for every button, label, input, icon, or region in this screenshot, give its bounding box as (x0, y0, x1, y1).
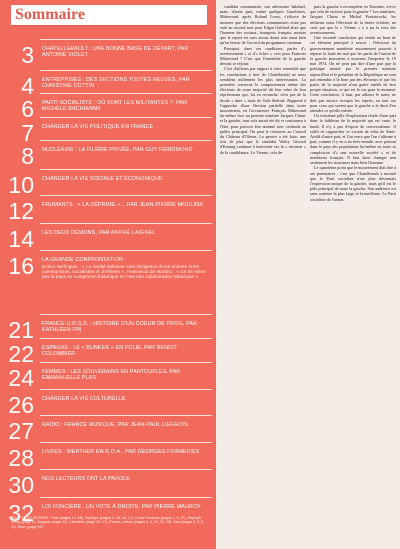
entry-title: LOI FONCIÈRE : UN VOTE À DROITE, PAR PIERRE MAUROY (42, 504, 201, 510)
page-number: 27 (8, 418, 34, 444)
divider (40, 314, 212, 315)
article-column-2 (310, 4, 396, 544)
divider (40, 338, 212, 339)
entry-title: FRUMANTS : « LA DÉPRIME »... PAR JEAN-PIERRE MOULINS (42, 202, 203, 208)
entry-title: NUCLÉAIRE : LA FILIÈRE PRIVÉE, PAR GUY FERRIMOND (42, 147, 193, 153)
entry-title: ESPAGNE : LE « BUNKER » EN FOLIE, PAR BENOIT COLOMBIER (42, 345, 178, 357)
article-column-1 (220, 4, 306, 544)
divider (40, 442, 212, 443)
entry-title: NOS LECTEURS ONT LA PAROLE (42, 476, 131, 482)
article-paragraph: Une seconde conclusion qui réside au bout de cet élément principal à savoir : l'électorat du gouvernement manifeste aucunement pouvoir à réparer la faute du mal que les partis de l'union de la gauche pouvaient à nouveau l'emporter le 19 mai 1974. On ne peut pas dire d'une part que la politique menée par le premier ministre aujourd'hui et le président de la République ne sont pas entendus à la base par des électeurs et que les partis de la majorité n'ont guère intérêt de leur propre situation, ce qui est le cas pour le moment. Cette conclusion, il faut, par ailleurs le noter, ne doit pas encore occuper les esprits, en tout cas pour ceux qui savent que la gauche a le droit d'en attendre ce qu'elle mérite. (310, 35, 396, 114)
entry-title: LIVRES : WERTHER EN R.D.A., PAR GEORGES FRAMERIES (42, 449, 200, 455)
article-paragraph: C'est d'ailleurs par rapport à cette ensemble que les conclusions à tirer de Chatellerault ne nous semblent nullement les plus intéressantes. La première concerne le comportement même des électeurs de notre majorité dit leur refus de leur représentant qui, lui en revanche, n'est pas de la droite « dure » mais de l'aile libérale. Rapporté à l'approche d'une élection partielle dans notre mouvement, en l'occurrence François Mitterrand lui-même face au premier ministre Jacques Chirac et la gauche, tout cela aurait été dit et continuera à l'être, pour pouvoir être nommé avec certitude au public principal. On peut le retrouver au Conseil du Château d'Oléron. La preuve a été faite, une fois de plus que le candidat Valéry Giscard d'Estaing continue à intervenir via la « doctrine » de la candidature. Le Vienne, cela de- (220, 66, 306, 155)
entry-title: CHANGER LA VIE CULTURELLE (42, 396, 126, 402)
page-title: Sommaire (15, 6, 85, 23)
article-paragraph: Le quatrième point que le mouvement doit dire à ses partenaires ; c'est que Chatellerault a montré que le Parti socialiste n'est plus désormais l'expression unique de la gauche, mais qu'il est le pôle principal de toute la gauche. Son audience est sans conteste la plus large et la meilleure. Le Parti socialiste de l'union. (310, 165, 396, 202)
divider (40, 195, 212, 196)
entry-title: CHANGER LA VIE SOCIALE ET ÉCONOMIQUE (42, 176, 163, 182)
divider (40, 140, 212, 141)
divider (40, 169, 212, 170)
page-number: 10 (8, 172, 34, 198)
page-number: 3 (21, 42, 34, 68)
entry-title: FEMMES : LES SOUVERAINS EN PANTOUFLES, PAR EMMANUELLE PLAS (42, 369, 181, 381)
divider (40, 93, 212, 94)
page-number: 26 (8, 392, 34, 418)
divider (40, 70, 212, 71)
page-number: 12 (8, 198, 34, 224)
page-number: 7 (21, 120, 34, 146)
divider (40, 497, 212, 498)
article-paragraph: Un troisième pôle d'explication réside d'une part dans la faiblesse de la majorité qui est vraie, le lundi. Il n'y a pas d'espoir de conservatisme. Il suffit de rapprocher ce scrutin de celui de Saint-Avold d'autre part, et l'on verra que l'on s'affirme à part, comme il y en a au tiers-monde, avec partout dans le pays des populations lui-même en toute sa complexion d'« une nouvelle société » et de nombreux français. Il faut donc changer non seulement les structures mais bien l'homme. (310, 113, 396, 166)
article-paragraph: puis la gauche à reconquérir en Touraine, est-ce que cela de victoire pour la gauche ? Les ministres, Jacques Chirac et Michel Poniatowski, les influents mais l'électorat de la droite éclairée, ne croit pas que le « Vienne » y a pu la voix des avertissements. (310, 4, 396, 36)
page-number: 4 (21, 73, 34, 99)
divider (40, 469, 212, 470)
entry-title: CHATELLERAULT : UNE BONNE BASE DE DÉPART, PAR ANTOINE VIOLET (42, 46, 189, 58)
divider (40, 389, 212, 390)
page-number: 14 (8, 226, 34, 252)
entry-title: RADIO : FRANCE MUSIQUE, PAR JEAN-PAUL LIEGEOIS (42, 422, 188, 428)
article-paragraph: Pourquoi, dans ces conditions, parler d'« avertissement » et d'« échec » vers pour Francois Mitterrand ? C'est que l'ensemble de la gauche devrait se réjouir. (220, 45, 306, 67)
divider (40, 223, 212, 224)
entry-title: LES DEUX DÉMONS, PAR ANDRÉ LAIGNEL (42, 230, 156, 236)
article-paragraph: candidat communiste, son adversaire habituel, mais, d'autre part, contre quelques Gauchistes, Mitterrand, après Roland Leroy, s'efforce de montrer que des électeurs communistes n'ont pas voté au second tour pour Edgar Gaillard alors que l'homme des sociaux, bourgeois français, montre que le report est sans aucun doute tout aussi bien qu'en faveur de l'accord du programme commun. (220, 4, 306, 46)
entry-title: ENTREPRISES : DES SECTIONS TOUTES NEUVES, PAR CHRISTINE COTTIN (42, 77, 190, 89)
divider (40, 250, 212, 251)
page-number: 21 (8, 317, 34, 343)
page-title-banner (11, 5, 207, 26)
page-number: 16 (8, 253, 34, 279)
page-number: 24 (8, 365, 34, 391)
page-number: 6 (21, 96, 34, 122)
divider (40, 362, 212, 363)
page-number: 22 (8, 341, 34, 367)
divider (40, 415, 212, 416)
entry-title: FRANCE-U.R.S.S. : HISTOIRE D'UN COEUR DE PROG, PAR KATHLEEN FIN (42, 321, 197, 333)
divider (40, 39, 212, 40)
entry-title: CHANGER LA VIE POLITIQUE EN FRANCE (42, 124, 154, 130)
entry-title: LA GRANDE CONFRONTATION : (42, 257, 127, 263)
page-number: 8 (21, 143, 34, 169)
page-number: 30 (8, 472, 34, 498)
article-panel (216, 0, 400, 549)
page-number: 32 (8, 500, 34, 526)
entry-summary: Enrico Berlinguer : « La réalité italienne crée l'exigence d'une entente entre communistes, socialistes et chrétiens ». Francesco de Martino : « On ne mène pas le pays au compromis historique et c'est une collaboration historique » (42, 264, 206, 279)
photo-credits: PHOTOS ET DESSINS : Rôle (pages 14, 29), Tavillapé (pages 1, 15, 16, 17), Cruse Florence (pages 1, 9, 21), Raphaël Jenny (page 3), Magnum (page 13), Libération (page 26, 17), Fermé, Labour (pages 4, 5, 19, 23, 28), Sica (pages 3, 5, 6, 11), Nove (page 29). (11, 516, 205, 529)
divider (40, 117, 212, 118)
page-number: 28 (8, 445, 34, 471)
entry-title: PARTI SOCIALISTE : OÙ SONT LES MILITANTES ?, PAR MICHÈLE BACHMANN (42, 100, 188, 112)
